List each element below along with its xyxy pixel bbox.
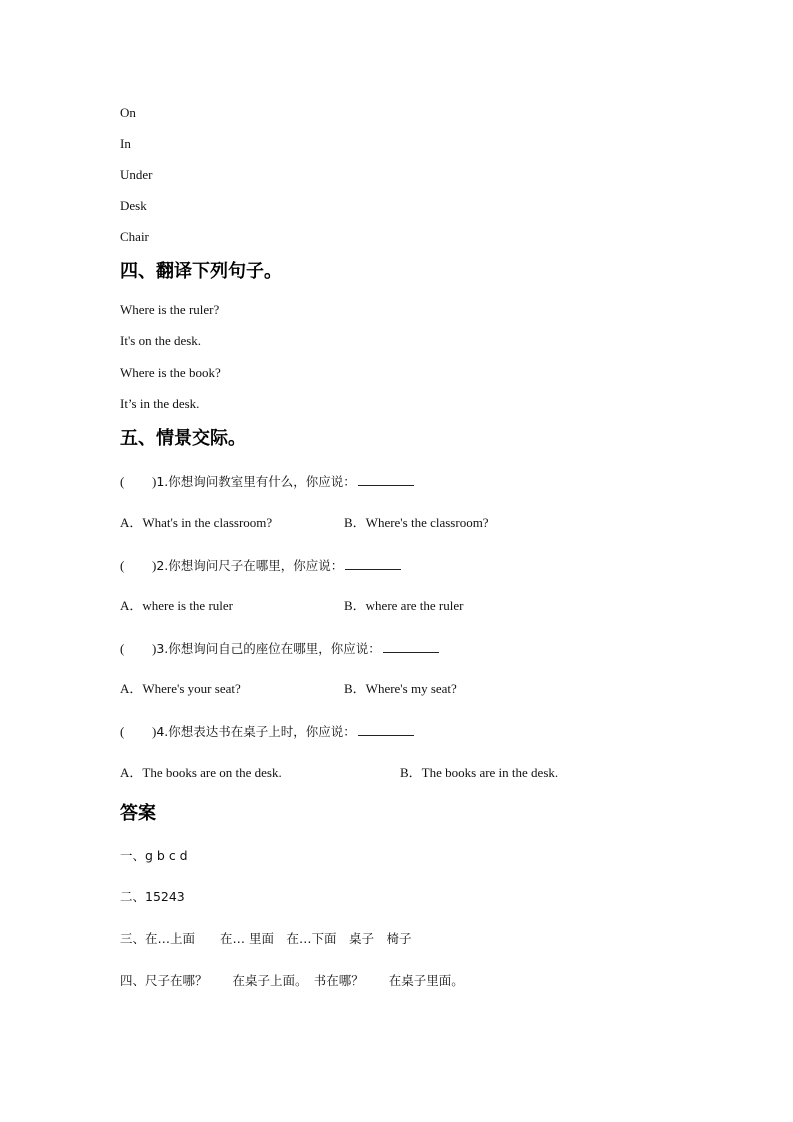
question-1 — [120, 473, 414, 490]
answer-paren-close: ) — [152, 641, 157, 656]
option-b: B．Where's the classroom? — [344, 515, 489, 530]
answer-blank — [345, 557, 401, 570]
option-a: A．where is the ruler — [120, 598, 233, 613]
vocab-item: Desk — [120, 198, 147, 213]
translate-sentence: Where is the ruler? — [120, 302, 220, 317]
translate-sentence: It’s in the desk. — [120, 396, 200, 411]
vocab-item: Under — [120, 167, 153, 182]
answer-paren-close: ) — [152, 558, 157, 573]
answers-heading: 答案 — [120, 803, 156, 824]
question-text: 3.你想询问自己的座位在哪里，你应说： — [156, 641, 381, 656]
vocab-item: Chair — [120, 229, 149, 244]
answer-line: 三、在…上面 在… 里面 在…下面 桌子 椅子 — [120, 931, 412, 946]
answer-paren-open: ( — [120, 558, 125, 573]
vocab-item: On — [120, 105, 136, 120]
option-a: A．Where's your seat? — [120, 681, 241, 696]
answer-line: 二、15243 — [120, 889, 185, 904]
translate-sentence: It's on the desk. — [120, 333, 202, 348]
answer-paren-close: ) — [152, 474, 157, 489]
section-4-heading: 四、翻译下列句子。 — [120, 261, 282, 282]
question-text: 2.你想询问尺子在哪里，你应说： — [156, 558, 344, 573]
translate-sentence: Where is the book? — [120, 365, 221, 380]
question-4 — [120, 723, 414, 740]
answer-line: 四、尺子在哪？ 在桌子上面。 书在哪？ 在桌子里面。 — [120, 973, 464, 988]
answer-blank — [358, 473, 414, 486]
section-5-heading: 五、情景交际。 — [120, 428, 246, 449]
answer-paren-close: ) — [152, 724, 157, 739]
option-a: A．What's in the classroom? — [120, 515, 273, 530]
answer-paren-open: ( — [120, 724, 125, 739]
answer-blank — [383, 640, 439, 653]
option-b: B．where are the ruler — [344, 598, 464, 613]
question-text: 4.你想表达书在桌子上时，你应说： — [156, 724, 356, 739]
vocab-item: In — [120, 136, 131, 151]
answer-paren-open: ( — [120, 474, 125, 489]
option-b: B．Where's my seat? — [344, 681, 457, 696]
answer-paren-open: ( — [120, 641, 125, 656]
option-a: A．The books are on the desk. — [120, 765, 282, 780]
question-text: 1.你想询问教室里有什么，你应说： — [156, 474, 356, 489]
answer-blank — [358, 723, 414, 736]
option-b: B．The books are in the desk. — [400, 765, 559, 780]
question-3 — [120, 640, 439, 657]
question-2 — [120, 557, 401, 574]
answer-line: 一、g b c d — [120, 848, 188, 863]
